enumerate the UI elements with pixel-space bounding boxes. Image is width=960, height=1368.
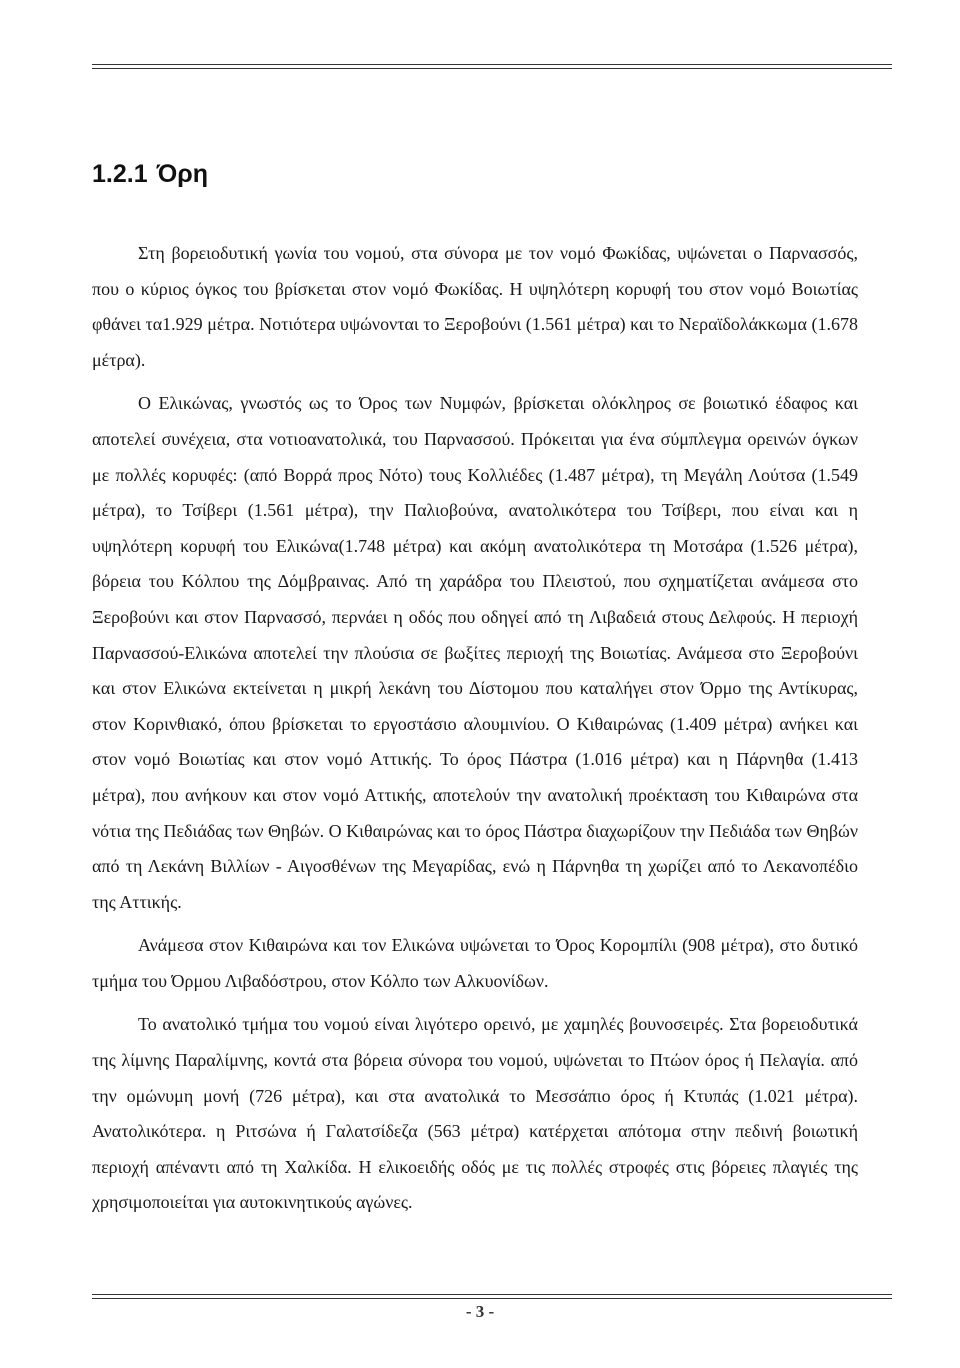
paragraph-parnassos: Στη βορειοδυτική γωνία του νομού, στα σύνορα με τον νομό Φωκίδας, υψώνεται ο Παρνασσός, που ο κύριος όγκος του βρίσκεται στον νομό Φωκίδας. Η υψηλότερη κορυφή του στον νομό Βοιωτίας φθάνει τα1.929 μέτρα. Νοτιότερα υψώνονται το Ξεροβούνι (1.561 μέτρα) και το Νεραϊδολάκκωμα (1.678 μέτρα). xyxy=(92,243,858,370)
section-title: Όρη xyxy=(156,160,208,188)
section-heading xyxy=(92,160,208,189)
header-rule xyxy=(92,64,892,65)
header-rule-secondary xyxy=(92,68,892,69)
page-number: - 3 - xyxy=(465,1302,495,1321)
section-number: 1.2.1 xyxy=(92,160,148,188)
footer-rule-secondary xyxy=(92,1298,892,1299)
footer-rule xyxy=(92,1294,892,1295)
paragraph-korompili: Ανάμεσα στον Κιθαιρώνα και τον Ελικώνα υψώνεται το Όρος Κορομπίλι (908 μέτρα), στο δυτικό τμήμα του Όρμου Λιβαδόστρου, στον Κόλπο των Αλκυονίδων. xyxy=(92,935,858,991)
paragraph-eastern-part: Το ανατολικό τμήμα του νομού είναι λιγότερο ορεινό, με χαμηλές βουνοσειρές. Στα βορειοδυτικά της λίμνης Παραλίμνης, κοντά στα βόρεια σύνορα του νομού, υψώνεται το Πτώον όρος ή Πελαγία. από την ομώνυμη μονή (726 μέτρα), και στα ανατολικά το Μεσσάπιο όρος ή Κτυπάς (1.021 μέτρα). Ανατολικότερα. η Ριτσώνα ή Γαλατσίδεζα (563 μέτρα) κατέρχεται απότομα στην πεδινή βοιωτική περιοχή απέναντι από τη Χαλκίδα. Η ελικοειδής οδός με τις πολλές στροφές στις βόρειες πλαγιές της χρησιμοποιείται για αυτοκινητικούς αγώνες. xyxy=(92,1014,858,1213)
body-text xyxy=(92,236,858,1221)
paragraph-elikonas: Ο Ελικώνας, γνωστός ως το Όρος των Νυμφών, βρίσκεται ολόκληρος σε βοιωτικό έδαφος και αποτελεί συνέχεια, στα νοτιοανατολικά, του Παρνασσού. Πρόκειται για ένα σύμπλεγμα ορεινών όγκων με πολλές κορυφές: (από Βορρά προς Νότο) τους Κολλιέδες (1.487 μέτρα), τη Μεγάλη Λούτσα (1.549 μέτρα), το Τσίβερι (1.561 μέτρα), την Παλιοβούνα, ανατολικότερα του Τσίβερι, που είναι και η υψηλότερη κορυφή του Ελικώνα(1.748 μέτρα) και ακόμη ανατολικότερα τη Μοτσάρα (1.526 μέτρα), βόρεια του Κόλπου της Δόμβραινας. Από τη χαράδρα του Πλειστού, που σχηματίζεται ανάμεσα στο Ξεροβούνι και στον Παρνασσό, περνάει η οδός που οδηγεί από τη Λιβαδειά στους Δελφούς. Η περιοχή Παρνασσού-Ελικώνα αποτελεί την πλούσια σε βωξίτες περιοχή της Βοιωτίας. Ανάμεσα στο Ξεροβούνι και στον Ελικώνα εκτείνεται η μικρή λεκάνη του Δίστομου που καταλήγει στον Όρμο της Αντίκυρας, στον Κορινθιακό, όπου βρίσκεται το εργοστάσιο αλουμινίου. Ο Κιθαιρώνας (1.409 μέτρα) ανήκει και στον νομό Βοιωτίας και στον νομό Αττικής. Το όρος Πάστρα (1.016 μέτρα) και η Πάρνηθα (1.413 μέτρα), που ανήκουν και στον νομό Αττικής, αποτελούν την ανατολική προέκταση του Κιθαιρώνα στα νότια της Πεδιάδας των Θηβών. Ο Κιθαιρώνας και το όρος Πάστρα διαχωρίζουν την Πεδιάδα των Θηβών από τη Λεκάνη Βιλλίων - Αιγοσθένων της Μεγαρίδας, ενώ η Πάρνηθα τη χωρίζει από το Λεκανοπέδιο της Αττικής. xyxy=(92,393,858,912)
